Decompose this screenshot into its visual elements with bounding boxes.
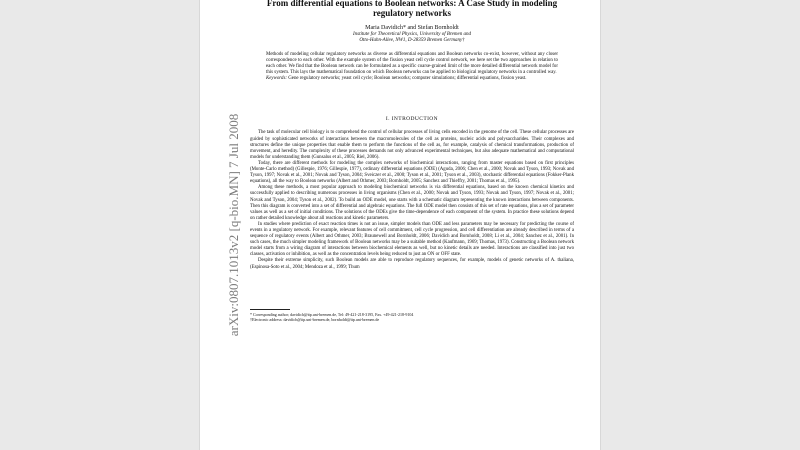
paragraph: Today, there are different methods for modeling the complex networks of biochemical interactions, ranging from master equations based on first principles (Monte-Carlo method) (Gillespie, 1976; Gillespie, 1977), ordinary differential equations (ODE) (Aguda, 2006; Chen et al., 2000; Novak and Tyson, 1993; Novak and Tyson, 1997; Novak et al., 2001; Novak and Tyson, 2004; Sveiczer et al., 2000; Tyson et al., 2001; Tyson et al., 2003), stochastic differential equations (Fokker-Plank equations), all the way to Boolean networks (Albert and Othmer, 2003; Bornholdt, 2005; Sanchez and Thieffry, 2001; Thomas et al., 1995). — [250, 160, 574, 185]
paper-title: From differential equations to Boolean networks: A Case Study in modeling regulatory networks — [266, 0, 558, 18]
paragraph: Despite their extreme simplicity, such Boolean models are able to reproduce regulatory sequences, for example, models of genetic networks of A. thaliana, (Espinosa-Soto et al., 2004; Mendoza et al., 1999; Thum — [250, 258, 574, 270]
paragraph: Among these methods, a most popular approach to modeling biochemical networks is via differential equations, based on the known chemical kinetics and successfully applied to describing numerous processes in living organisms (Chen et al., 2000; Novak and Tyson, 1993; Novak and Tyson, 1997; Novak et al., 2001; Novak and Tyson, 2004; Tyson et al., 2002). To build an ODE model, one starts with a schematic diagram representing the known interactions between components. Then this diagram is converted into a set of differential and algebraic equations. The full ODE model then consists of this set of rate equations, plus a set of parameter values as well as a set of initial conditions. The solutions of the ODEs give the time-dependence of each component of the system. In practice these solutions depend on rather detailed knowledge about all reactions and kinetic parameters. — [250, 185, 574, 221]
footnote-corresponding: * Corresponding author; davidich@itp.uni-bremen.de, Tel: 49-421-218-3195, Fax. +49-421-218-9104 — [250, 311, 414, 317]
arxiv-stamp: arXiv:0807.1013v2 [q-bio.MN] 7 Jul 2008 — [226, 113, 241, 337]
body-text — [250, 130, 574, 270]
footnote-email: †Electronic address: davidich@itp.uni-bremen.de, bornholdt@itp.uni-bremen.de — [250, 316, 380, 322]
footnotes — [250, 312, 574, 322]
keywords-label: Keywords: — [266, 76, 288, 82]
section-heading: I. INTRODUCTION — [385, 116, 439, 123]
paragraph: In studies where prediction of exact reaction times is not an issue, simpler models than ODE and less parameters may be necessary for predicting the course of events in a regulatory network. For example, relevant features of cell commitment, cell cycle progression, and cell differentiation are already described in terms of a sequence of regulatory events (Albert and Othmer, 2003; Braunewell and Bornholdt, 2006; Davidich and Bornholdt, 2008; Li et al., 2004; Sanchez et al., 2001). In such cases, the much simpler modeling framework of Boolean networks may be a suitable method (Kaufmann, 1969; Thomas, 1973). Constructing a Boolean network model starts from a wiring diagram of interactions between biochemical elements as well, but no kinetic details are needed. Interactions are classified into just two classes, activation or inhibition, as well as the concentration levels being reduced to just an ON or OFF state. — [250, 221, 574, 258]
paper-authors: Maria Davidich* and Stefan Bornholdt — [365, 25, 459, 31]
footnote-divider — [250, 309, 290, 310]
paper-content — [250, 0, 574, 322]
arxiv-stamp-column — [226, 0, 242, 450]
paragraph: The task of molecular cell biology is to comprehend the control of cellular processes of living cells encoded in the genome of the cell. These cellular processes are guided by sophisticated networks of interactions between the macromolecules of the cell as proteins, nucleic acids and polysaccharides. Their complexes and structures define the unique properties that enable them to perform the functions of the cell as, for example, catalysis of chemical transformations, production of movement, and heredity. The complexity of these processes demands not only advanced experimental techniques, but also adequate mathematical and computational models for understanding them (Gunsalus et al., 2005; Riel, 2006). — [250, 130, 574, 160]
keywords-text: Gene regulatory networks; yeast cell cycle; Boolean networks; computer simulations; differential equations, fission yeast. — [288, 76, 527, 82]
affiliation-line-2: Otto-Hahn-Allee, NW1, D-28359 Bremen Germany† — [359, 38, 465, 43]
abstract — [266, 52, 558, 82]
abstract-text: Methods of modeling cellular regulatory networks as diverse as differential equations and Boolean networks co-exist, however, without any closer correspondence to each other. With the example system of the fission yeast cell cycle control network, we here set the two approaches in relation to each other. We find that the Boolean network can be formulated as a specific coarse-grained limit of the more detailed differential network model for this system. This lays the mathematical foundation on which Boolean networks can be applied to biological regulatory networks in a controlled way. — [266, 52, 558, 76]
affiliation-line-1: Institute for Theoretical Physics, University of Bremen and — [353, 32, 471, 37]
